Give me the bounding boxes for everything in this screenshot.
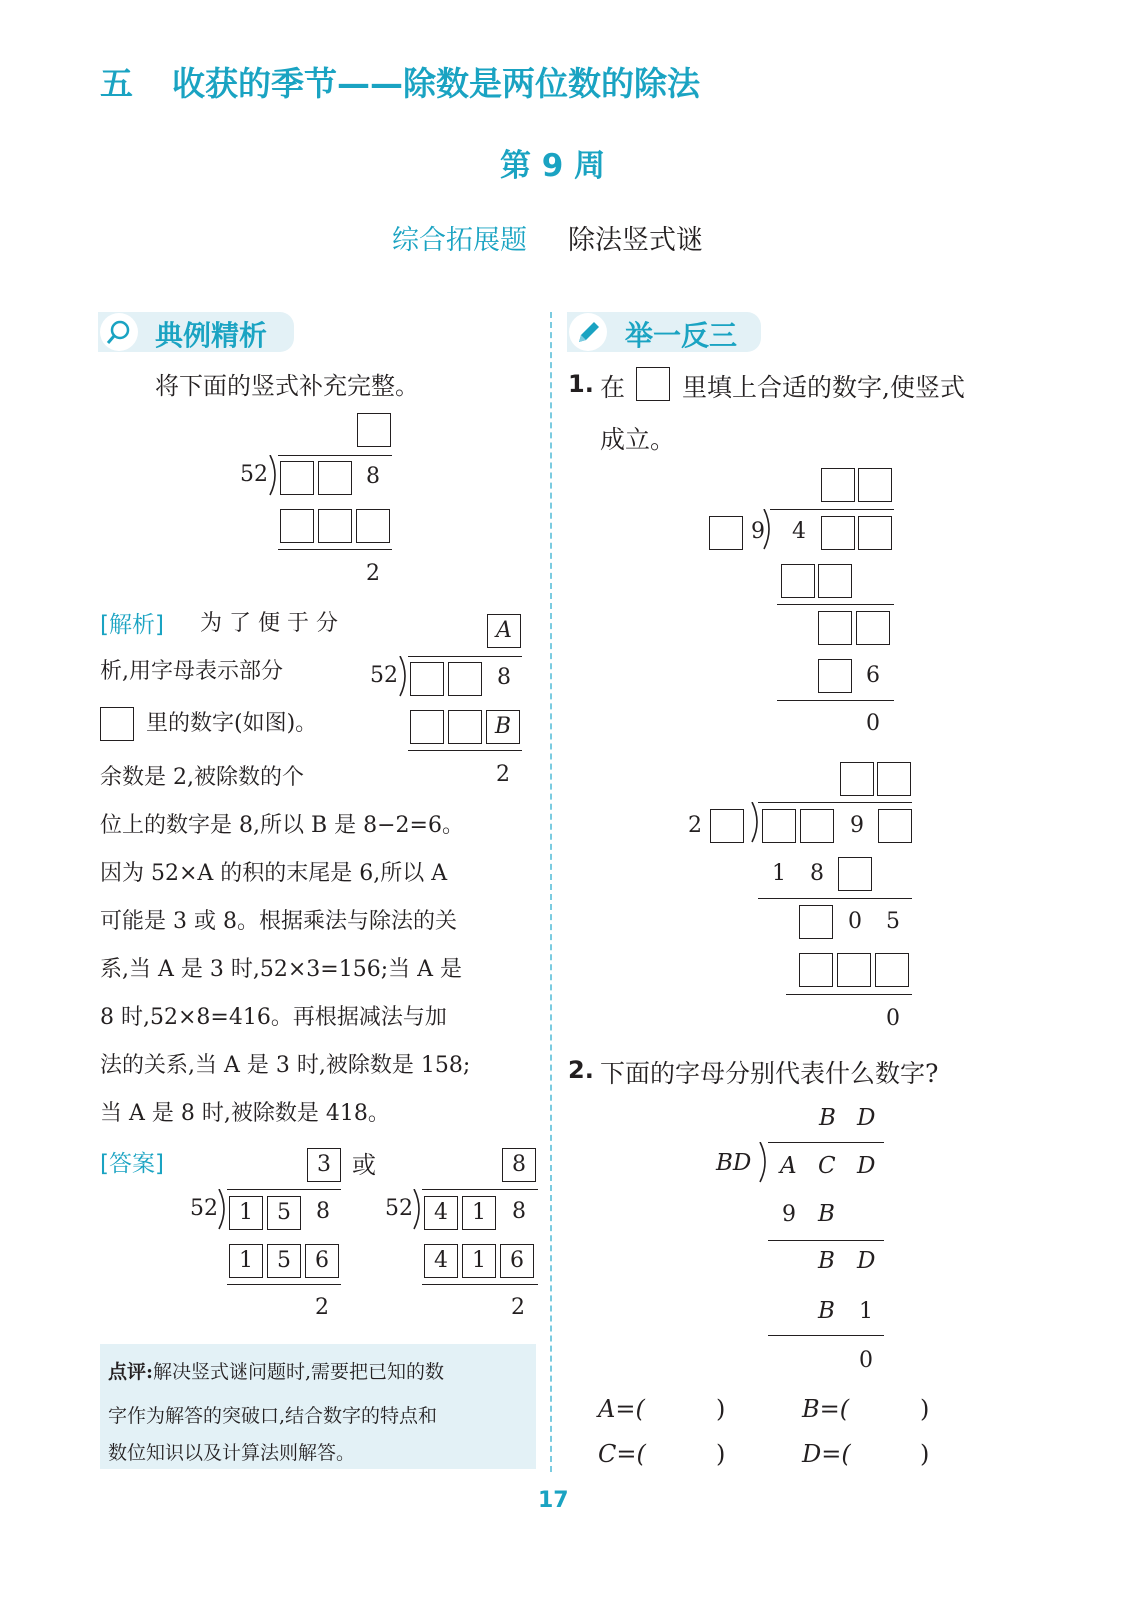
dividend-digit: 8 bbox=[512, 1199, 526, 1224]
blank-box[interactable] bbox=[762, 809, 796, 843]
step-letter: B bbox=[818, 1298, 835, 1324]
blank-box[interactable] bbox=[856, 611, 890, 645]
column-divider bbox=[550, 312, 552, 1472]
analysis-line: 法的关系,当 A 是 3 时,被除数是 158; bbox=[100, 1053, 471, 1078]
or-word: 或 bbox=[352, 1151, 376, 1179]
product-box: 1 bbox=[229, 1244, 263, 1278]
known-digit: 9 bbox=[782, 1202, 796, 1227]
answer-blank-d[interactable]: D=( bbox=[802, 1440, 851, 1468]
blank-box[interactable] bbox=[818, 564, 852, 598]
product-box: 6 bbox=[500, 1244, 534, 1278]
known-digit: 1 bbox=[772, 861, 786, 886]
divisor: 52 bbox=[240, 462, 268, 487]
analysis-line: 8 时,52×8=416。再根据减法与加 bbox=[100, 1005, 447, 1030]
blank-box[interactable] bbox=[709, 516, 743, 550]
blank-box[interactable] bbox=[356, 509, 390, 543]
q1-text: 里填上合适的数字,使竖式 bbox=[682, 373, 965, 402]
comment-box bbox=[100, 1344, 536, 1469]
known-digit: 6 bbox=[866, 663, 880, 688]
blank-box[interactable] bbox=[781, 564, 815, 598]
page-number: 17 bbox=[538, 1488, 569, 1513]
dividend-digit: 9 bbox=[850, 813, 864, 838]
divisor: 52 bbox=[190, 1196, 218, 1221]
comment-line: 解决竖式谜问题时,需要把已知的数 bbox=[153, 1361, 445, 1383]
remainder: 0 bbox=[859, 1348, 873, 1373]
remainder: 2 bbox=[511, 1295, 525, 1320]
remainder: 2 bbox=[496, 762, 510, 787]
dividend-digit: 8 bbox=[497, 665, 511, 690]
divisor: 52 bbox=[385, 1196, 413, 1221]
quotient-box: A bbox=[487, 614, 521, 648]
blank-box[interactable] bbox=[875, 953, 909, 987]
analysis-line: 余数是 2,被除数的个 bbox=[100, 765, 304, 790]
dividend-box: 1 bbox=[229, 1196, 263, 1230]
blank-close: ) bbox=[716, 1440, 726, 1468]
blank-box[interactable] bbox=[858, 516, 892, 550]
dividend-box: 5 bbox=[267, 1196, 301, 1230]
analysis-line: 位上的数字是 8,所以 B 是 8−2=6。 bbox=[100, 813, 464, 838]
step-letter: B bbox=[818, 1248, 835, 1274]
known-digit: 8 bbox=[810, 861, 824, 886]
comment-line: 数位知识以及计算法则解答。 bbox=[108, 1442, 356, 1464]
blank-box[interactable] bbox=[818, 659, 852, 693]
quotient-letter: B bbox=[819, 1105, 836, 1131]
chapter-number: 五 bbox=[100, 64, 133, 103]
remainder: 0 bbox=[886, 1006, 900, 1031]
divisor-digit: 9 bbox=[751, 519, 765, 544]
dividend-box: 1 bbox=[462, 1196, 496, 1230]
blank-box[interactable] bbox=[837, 953, 871, 987]
analysis-line: 系,当 A 是 3 时,52×3=156;当 A 是 bbox=[100, 957, 462, 982]
step-letter: B bbox=[818, 1201, 835, 1227]
blank-box[interactable] bbox=[318, 509, 352, 543]
answer-blank-c[interactable]: C=( bbox=[598, 1440, 646, 1468]
divisor-digit: 2 bbox=[688, 813, 702, 838]
q1-text: 在 bbox=[600, 373, 626, 402]
product-box: 1 bbox=[462, 1244, 496, 1278]
known-digit: 5 bbox=[886, 909, 900, 934]
answer-blank-a[interactable]: A=( bbox=[598, 1395, 645, 1423]
blank-box[interactable] bbox=[821, 516, 855, 550]
blank-close: ) bbox=[716, 1395, 726, 1423]
q1-number: 1. bbox=[568, 370, 594, 398]
analysis-line: 析,用字母表示部分 bbox=[100, 659, 283, 684]
week-title: 第 9 周 bbox=[500, 148, 606, 184]
example-intro: 将下面的竖式补充完整。 bbox=[155, 372, 419, 400]
chapter-title: 收获的季节——除数是两位数的除法 bbox=[172, 64, 700, 103]
product-box: 4 bbox=[424, 1244, 458, 1278]
dividend-letter: A bbox=[780, 1153, 797, 1179]
quotient-box: 3 bbox=[307, 1148, 341, 1182]
q2-number: 2. bbox=[568, 1056, 594, 1084]
section-label: 综合拓展题 bbox=[392, 225, 527, 256]
analysis-line: 可能是 3 或 8。根据乘法与除法的关 bbox=[100, 909, 457, 934]
divisor-letters: BD bbox=[716, 1150, 752, 1176]
blank-box bbox=[410, 710, 444, 744]
blank-box[interactable] bbox=[840, 762, 874, 796]
blank-box-sample bbox=[636, 367, 670, 401]
dividend-digit: 4 bbox=[792, 519, 806, 544]
analysis-line: 为 了 便 于 分 bbox=[200, 611, 338, 636]
blank-box[interactable] bbox=[280, 509, 314, 543]
blank-box[interactable] bbox=[878, 809, 912, 843]
blank-box[interactable] bbox=[357, 413, 391, 447]
comment-label: 点评: bbox=[108, 1361, 154, 1383]
blank-box-sample bbox=[100, 707, 134, 741]
blank-box[interactable] bbox=[280, 461, 314, 495]
q1-text: 成立。 bbox=[600, 425, 676, 454]
divisor: 52 bbox=[370, 663, 398, 688]
blank-box bbox=[448, 710, 482, 744]
blank-close: ) bbox=[920, 1395, 930, 1423]
blank-box[interactable] bbox=[858, 468, 892, 502]
dividend-digit: 8 bbox=[316, 1199, 330, 1224]
blank-close: ) bbox=[920, 1440, 930, 1468]
dividend-box: 4 bbox=[424, 1196, 458, 1230]
remainder: 2 bbox=[366, 561, 380, 586]
product-box: 5 bbox=[267, 1244, 301, 1278]
product-box: 6 bbox=[305, 1244, 339, 1278]
blank-box bbox=[448, 662, 482, 696]
comment-line: 字作为解答的突破口,结合数字的特点和 bbox=[108, 1405, 438, 1427]
q2-text: 下面的字母分别代表什么数字? bbox=[600, 1059, 939, 1088]
analysis-label: [解析] bbox=[100, 612, 164, 638]
blank-box[interactable] bbox=[799, 953, 833, 987]
section-topic: 除法竖式谜 bbox=[568, 225, 703, 256]
blank-box[interactable] bbox=[710, 809, 744, 843]
dividend-letter: C bbox=[818, 1153, 836, 1179]
left-heading: 典例精析 bbox=[155, 319, 268, 352]
analysis-line: 当 A 是 8 时,被除数是 418。 bbox=[100, 1101, 390, 1126]
blank-box[interactable] bbox=[800, 809, 834, 843]
known-digit: 0 bbox=[848, 909, 862, 934]
known-digit: 1 bbox=[859, 1299, 873, 1324]
blank-box[interactable] bbox=[818, 611, 852, 645]
blank-box bbox=[410, 662, 444, 696]
product-box: B bbox=[486, 710, 520, 744]
blank-box[interactable] bbox=[821, 468, 855, 502]
blank-box[interactable] bbox=[877, 762, 911, 796]
dividend-letter: D bbox=[857, 1153, 876, 1179]
blank-box[interactable] bbox=[799, 905, 833, 939]
blank-box[interactable] bbox=[318, 461, 352, 495]
answer-label: [答案] bbox=[100, 1151, 164, 1177]
blank-box[interactable] bbox=[838, 857, 872, 891]
dividend-digit: 8 bbox=[366, 464, 380, 489]
quotient-box: 8 bbox=[502, 1148, 536, 1182]
answer-blank-b[interactable]: B=( bbox=[802, 1395, 850, 1423]
remainder: 2 bbox=[315, 1295, 329, 1320]
magnifier-icon bbox=[100, 313, 138, 351]
right-heading: 举一反三 bbox=[625, 319, 738, 352]
analysis-line: 里的数字(如图)。 bbox=[146, 711, 318, 736]
pencil-icon bbox=[569, 313, 607, 351]
analysis-line: 因为 52×A 的积的末尾是 6,所以 A bbox=[100, 861, 448, 886]
quotient-letter: D bbox=[857, 1105, 876, 1131]
remainder: 0 bbox=[866, 711, 880, 736]
step-letter: D bbox=[857, 1248, 876, 1274]
